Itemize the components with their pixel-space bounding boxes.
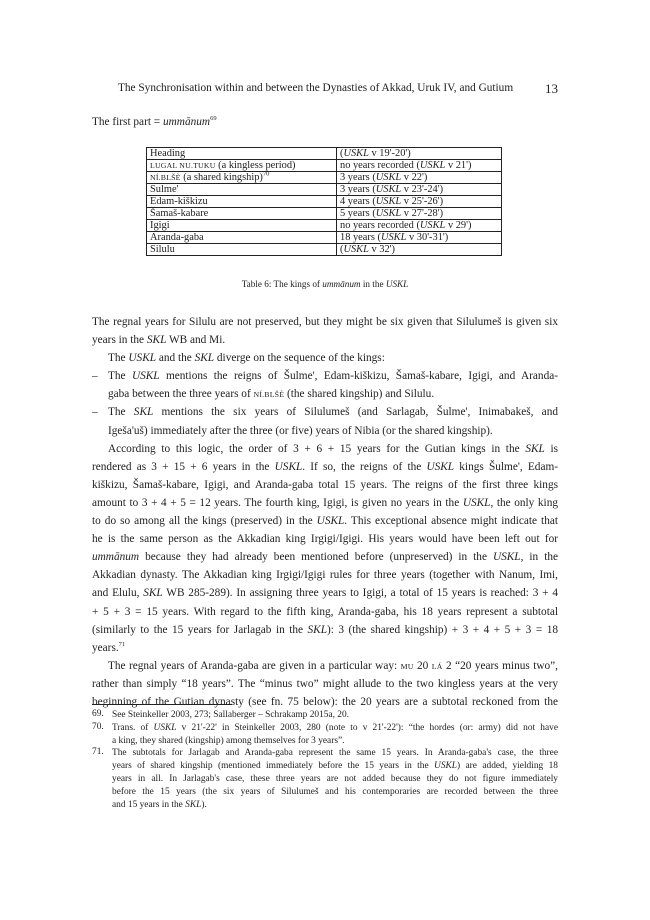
body-line: The regnal years for Silulu are not preserved, but they might be six given that Silulumeš is given six (92, 316, 558, 328)
body-line: According to this logic, the order of 3 + 6 + 15 years for the Gutian kings in the SKL is (108, 442, 559, 455)
years-cell: 3 years (USKL v 23'-24') (337, 184, 502, 196)
king-cell: Aranda-gaba (147, 232, 337, 244)
king-cell: Šamaš-kabare (147, 208, 337, 220)
table-row (147, 148, 502, 160)
body-line: The USKL and the SKL diverge on the sequence of the kings: (108, 352, 385, 365)
body-line: – The SKL mentions the six years of Silulumeš (and Sarlagab, Šulme', Inimabakeš, and (92, 403, 558, 421)
section-label (92, 116, 217, 128)
body-line: beginning of the Gutian dynasty (see fn. 75 below): the 20 years are a subtotal reckoned from the (92, 695, 558, 708)
body-line: years in the SKL WB and Mi. (92, 334, 226, 347)
years-cell: 4 years (USKL v 25'-26') (337, 196, 502, 208)
table-row (147, 160, 502, 172)
king-cell: Igigi (147, 220, 337, 232)
footnote-line: See Steinkeller 2003, 273; Sallaberger – Schrakamp 2015a, 20. (112, 710, 350, 720)
table-row (147, 196, 502, 208)
years-cell: no years recorded (USKL v 21') (337, 160, 502, 172)
years-cell: (USKL v 32') (337, 244, 502, 256)
footnote-rule (92, 704, 232, 705)
king-cell: NÍ.BLŠÈ (a shared kingship)$^{70}$ (147, 172, 337, 184)
list-dash-icon: – (92, 406, 98, 419)
years-cell: 18 years (USKL v 30'-31') (337, 232, 502, 244)
table-row (147, 232, 502, 244)
king-cell: Sulme' (147, 184, 337, 196)
king-cell: LUGAL NU.TUKU (a kingless period) (147, 160, 337, 172)
footnote (92, 722, 558, 748)
table-row (147, 172, 502, 184)
page-number: 13 (545, 81, 558, 96)
body-line: Igeša'uš) immediately after the three (or five) years of Nibia (or the shared kingship). (108, 424, 493, 437)
king-cell: Edam-kiškizu (147, 196, 337, 208)
body-line: (similarly to the 15 years for Jarlagab in the SKL): 3 (the shared kingship) + 3 + 4 + 5 + 3 = 18 (92, 623, 558, 636)
body-line: Akkadian dynasty. The Akkadian king Irgigi/Igigi rules for three years (together with Nanum, Imi, (92, 569, 558, 582)
footnote-line: years of shared kingship (mentioned immediately before the 15 years in the USKL) are added, yielding 18 (112, 761, 558, 772)
footnote-number: 69. (92, 709, 104, 719)
footnote-number: 71. (92, 747, 104, 758)
list-dash-icon: – (92, 370, 98, 383)
footnote (92, 709, 558, 722)
section-label-text: The first part = (92, 116, 163, 128)
body-line: gaba between the three years of NÍ.BLŠÈ (the shared kingship) and Silulu. (108, 388, 435, 401)
kings-table (146, 147, 502, 256)
running-head-title: The Synchronisation within and between the Dynasties of Akkad, Uruk IV, and Gutium (118, 82, 514, 94)
footnote-number: 70. (92, 721, 104, 732)
footnote-line: years in all. In Jarlagab's case, these three years are not added because they do not figure immediately (112, 773, 558, 784)
table-row (147, 220, 502, 232)
years-cell: no years recorded (USKL v 29') (337, 220, 502, 232)
table-caption: Table 6: The kings of ummānum in the USKL (241, 279, 409, 289)
body-line: amount to 3 + 4 + 5 = 12 years. The fourth king, Igigi, is given no years in the USKL, the only king (92, 496, 558, 509)
footnotes (92, 709, 558, 811)
footnote-line: and 15 years in the SKL). (112, 799, 207, 810)
table-row (147, 184, 502, 196)
body-line: – The USKL mentions the reigns of Šulme', Edam-kiškizu, Šamaš-kabare, Igigi, and Aranda- (92, 367, 558, 385)
body-text (92, 313, 558, 711)
king-cell: Silulu (147, 244, 337, 256)
body-line: ummānum because they had already been mentioned before (unpreserved) in the USKL, in the (92, 551, 558, 564)
body-line: The regnal years of Aranda-gaba are given in a particular way: MU 20 LÁ 2 “20 years minus two”, (108, 659, 558, 672)
footnote (92, 747, 558, 811)
footnote-line: The subtotals for Jarlagab and Aranda-gaba represent the same 15 years. In Aranda-gaba's case, the three (112, 748, 558, 759)
footnote-line: before the 15 years (the six years of Silulumeš and his contemporaries are recorded between the three (112, 786, 558, 797)
body-line: rather than simply “18 years”. The “minus two” might allude to the two kingless years at the very (92, 677, 558, 690)
footnote-line: a king, they shared (kingship) among themselves for 3 years”. (112, 735, 345, 746)
years-cell: 3 years (USKL v 22') (337, 172, 502, 184)
body-line: to do so among all the kings (preserved) in the USKL. This exceptional absence might indicate that (92, 515, 558, 528)
footnote-line: Trans. of USKL v 21'-22' in Steinkeller 2003, 280 (note to v 21'-22'): “the hordes (or: army) did not have (112, 722, 559, 733)
body-line: + 5 + 3 = 15 years. With regard to the fifth king, Aranda-gaba, his 18 years represent a subtotal (92, 605, 558, 618)
years-cell: 5 years (USKL v 27'-28') (337, 208, 502, 220)
table-row (147, 244, 502, 256)
body-line: and Elulu, SKL WB 285-289). In assigning three years to Igigi, a total of 15 years is reached: 3 + 4 (92, 587, 559, 600)
body-line: rendered as 3 + 15 + 6 years in the USKL. If so, the reigns of the USKL kings Šulme', Edam- (92, 460, 559, 473)
king-cell: Heading (147, 148, 337, 160)
body-line: years.$^{71}$ (92, 640, 126, 654)
section-label-term: ummānum (163, 116, 211, 128)
body-line: kiškizu, Šamaš-kabare, Igigi, and Aranda-gaba total 15 years. The reigns of the first three kings (92, 478, 558, 491)
body-line: he is the same person as the Akkadian king Irgigi/Igigi. His years would have been left out for (92, 533, 558, 546)
footnote-ref: 69 (210, 115, 217, 123)
years-cell: (USKL v 19'-20') (337, 148, 502, 160)
table-row (147, 208, 502, 220)
